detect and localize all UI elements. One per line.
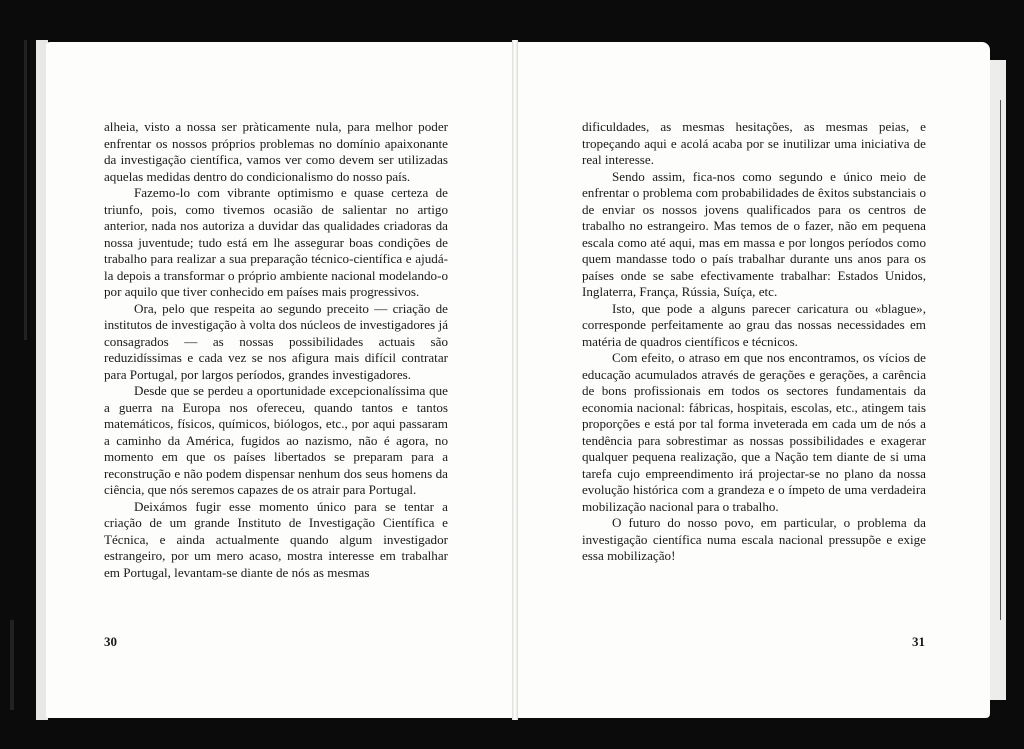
paragraph: Com efeito, o atraso em que nos encontramos, os vícios de educação acumulados através de gerações e gerações, a carência de bons profissionais em todos os sectores fundamentais da economia nacional: fábricas, hospitais, escolas, etc., atingem tais proporções e está por tal forma inveterada em cada um de nós a tendência para sobrestimar as nossas possibilidades e exagerar qualquer pequena realização, que a Nação tem diante de si uma tarefa cujo empreendimento irá projectar-se no plano da nossa evolução histórica com a grandeza e o ímpeto de uma verdadeira mobilização nacional para o trabalho. xyxy=(582,350,926,514)
paragraph: O futuro do nosso povo, em particular, o problema da investigação científica numa escala nacional pressupõe e exige essa mobilização! xyxy=(582,515,926,563)
page-number: 31 xyxy=(912,634,925,649)
paragraph: Isto, que pode a alguns parecer caricatura ou «blague», corresponde perfeitamente ao grau das nossas necessidades em matéria de quadros científicos e técnicos. xyxy=(582,300,926,349)
scan-edge-mark xyxy=(24,40,27,340)
paragraph: Deixámos fugir esse momento único para se tentar a criação de um grande Instituto de Investigação Científica e Técnica, e ainda actualmente quando algum investigador estrangeiro, por um mero acaso, mostra interesse em trabalhar em Portugal, levantam-se diante de nós as mesmas xyxy=(104,498,448,580)
book-gutter xyxy=(512,40,518,720)
page-number: 30 xyxy=(104,634,117,649)
scan-edge-mark xyxy=(10,620,14,710)
paragraph: Desde que se perdeu a oportunidade excepcionalíssima que a guerra na Europa nos ofereceu, quando tantos e tantos matemáticos, físicos, químicos, biólogos, etc., por aqui passaram a caminho da América, fugidos ao nazismo, não é agora, no momento em que os países libertados se preparam para a reconstrução e não podem dispensar nenhum dos seus homens da ciência, que nós seremos capazes de os atrair para Portugal. xyxy=(104,383,448,497)
paragraph: Sendo assim, fica-nos como segundo e único meio de enfrentar o problema com probabilidades de êxitos substanciais o de enviar os nossos jovens qualificados para os centros de trabalho no estrangeiro. Mas temos de o fazer, não em pequena escala como até aqui, mas em massa e por longos períodos como quem mandasse todo o país trabalhar durante uns anos para os países onde se sabe efectivamente trabalhar: Estados Unidos, Inglaterra, França, Rússia, Suíça, etc. xyxy=(582,168,926,299)
paragraph: Ora, pelo que respeita ao segundo preceito — criação de institutos de investigação à volta dos núcleos de investigadores já consagrados — as nossas possibilidades actuais são reduzidíssimas e cada vez se nos afigura mais difícil contratar para Portugal, por largos períodos, grandes investigadores. xyxy=(104,300,448,382)
paragraph: alheia, visto a nossa ser pràticamente nula, para melhor poder enfrentar os nossos próprios problemas no domínio apaixonante da investigação científica, vamos ver como devem ser utilizadas aquelas medidas dentro do condicionalismo do nosso país. xyxy=(104,119,448,184)
left-page-text xyxy=(104,119,448,581)
right-page-text xyxy=(582,119,926,565)
paragraph: dificuldades, as mesmas hesitações, as mesmas peias, e tropeçando aqui e acolá acaba por se inutilizar uma iniciativa de real interesse. xyxy=(582,119,926,167)
scan-edge-mark xyxy=(1000,100,1001,620)
paragraph: Fazemo-lo com vibrante optimismo e quase certeza de triunfo, pois, como tivemos ocasião de salientar no artigo anterior, nada nos autoriza a duvidar das qualidades criadoras da nossa juventude; tudo está em lhe assegurar boas condições de trabalho para realizar a sua preparação técnico-científica e ajudá-la depois a transformar o próprio ambiente nacional modelando-o por aquilo que tiver conhecido em países mais progressivos. xyxy=(104,185,448,299)
